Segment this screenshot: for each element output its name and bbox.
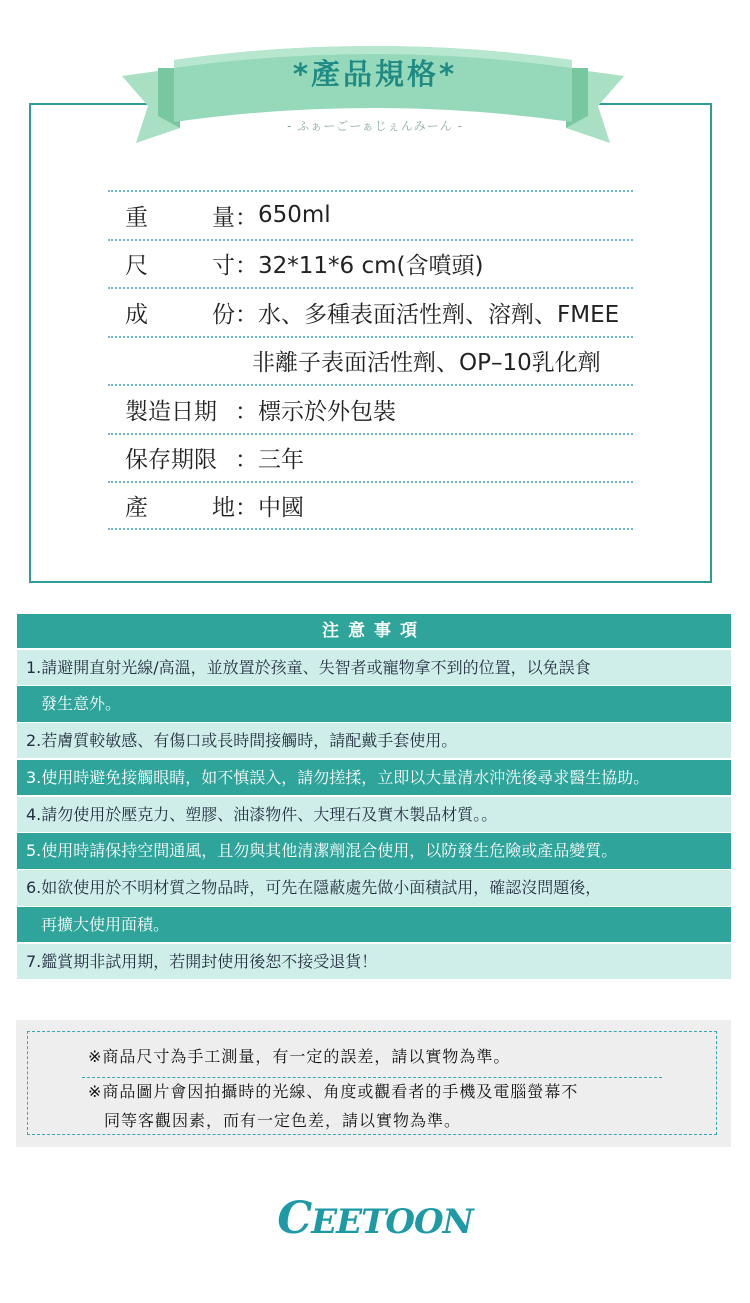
spec-row-origin <box>108 481 633 530</box>
spec-value: 標示於外包裝 <box>258 398 396 425</box>
spec-colon: ： <box>235 494 258 521</box>
note-divider <box>82 1077 662 1078</box>
spec-value: 32*11*6 cm(含噴頭) <box>258 253 484 280</box>
spec-label: 產 <box>125 494 148 521</box>
spec-label: 保存期限 <box>125 447 217 474</box>
spec-colon: ： <box>235 253 258 280</box>
notes-box <box>16 1020 731 1147</box>
note-line: ※商品圖片會因拍攝時的光線、角度或觀看者的手機及電腦螢幕不 <box>88 1082 579 1101</box>
spec-label: 地 <box>212 494 235 521</box>
spec-label: 尺 <box>125 253 148 280</box>
caution-item: 2.若膚質較敏感、有傷口或長時間接觸時，請配戴手套使用。 <box>17 723 731 758</box>
notes-border <box>27 1031 717 1135</box>
brand-logo-text: EETOON <box>311 1202 473 1242</box>
spec-label: 成 <box>125 301 148 328</box>
caution-item: 6.如欲使用於不明材質之物品時，可先在隱蔽處先做小面積試用，確認沒問題後， <box>17 870 731 905</box>
spec-label: 寸 <box>212 253 235 280</box>
spec-label: 製造日期 <box>125 398 217 425</box>
spec-colon: ： <box>235 204 258 231</box>
spec-value: 中國 <box>258 494 304 521</box>
brand-logo-initial: C <box>277 1193 312 1244</box>
spec-value: 三年 <box>258 447 304 474</box>
spec-value: 650ml <box>258 202 331 229</box>
spec-list <box>108 190 633 530</box>
caution-item: 7.鑑賞期非試用期，若開封使用後恕不接受退貨！ <box>17 944 731 979</box>
spec-row-ingredients-cont <box>108 336 633 385</box>
page-subtitle: - ふぁーごーぁじぇんみーん - <box>287 119 463 133</box>
caution-item: 1.請避開直射光線/高溫，並放置於孩童、失智者或寵物拿不到的位置，以免誤食 <box>17 650 731 685</box>
spec-row-size <box>108 239 633 288</box>
spec-colon: ： <box>235 398 258 425</box>
spec-label: 量 <box>212 204 235 231</box>
caution-item: 4.請勿使用於壓克力、塑膠、油漆物件、大理石及實木製品材質。。 <box>17 797 731 832</box>
spec-row-weight <box>108 190 633 239</box>
spec-row-ingredients <box>108 287 633 336</box>
spec-label: 重 <box>125 204 148 231</box>
caution-item: 3.使用時避免接觸眼睛，如不慎誤入，請勿搓揉，立即以大量清水沖洗後尋求醫生協助。 <box>17 760 731 795</box>
caution-item: 發生意外。 <box>17 686 731 721</box>
caution-section <box>17 614 731 979</box>
spec-row-shelf-life <box>108 433 633 482</box>
spec-colon: ： <box>235 301 258 328</box>
spec-label: 份 <box>212 301 235 328</box>
note-line: ※商品尺寸為手工測量，有一定的誤差，請以實物為準。 <box>88 1047 511 1066</box>
spec-colon: ： <box>235 447 258 474</box>
page-title: *產品規格* <box>292 57 458 91</box>
spec-value: 非離子表面活性劑、OP–10乳化劑 <box>252 350 601 377</box>
note-line: 同等客觀因素，而有一定色差，請以實物為準。 <box>104 1111 462 1130</box>
caution-item: 再擴大使用面積。 <box>17 907 731 942</box>
caution-title: 注意事項 <box>17 614 731 648</box>
caution-item: 5.使用時請保持空間通風，且勿與其他清潔劑混合使用，以防發生危險或產品變質。 <box>17 833 731 868</box>
spec-row-manufacture-date <box>108 384 633 433</box>
brand-logo <box>0 1193 750 1244</box>
spec-value: 水、多種表面活性劑、溶劑、FMEE <box>258 301 620 328</box>
